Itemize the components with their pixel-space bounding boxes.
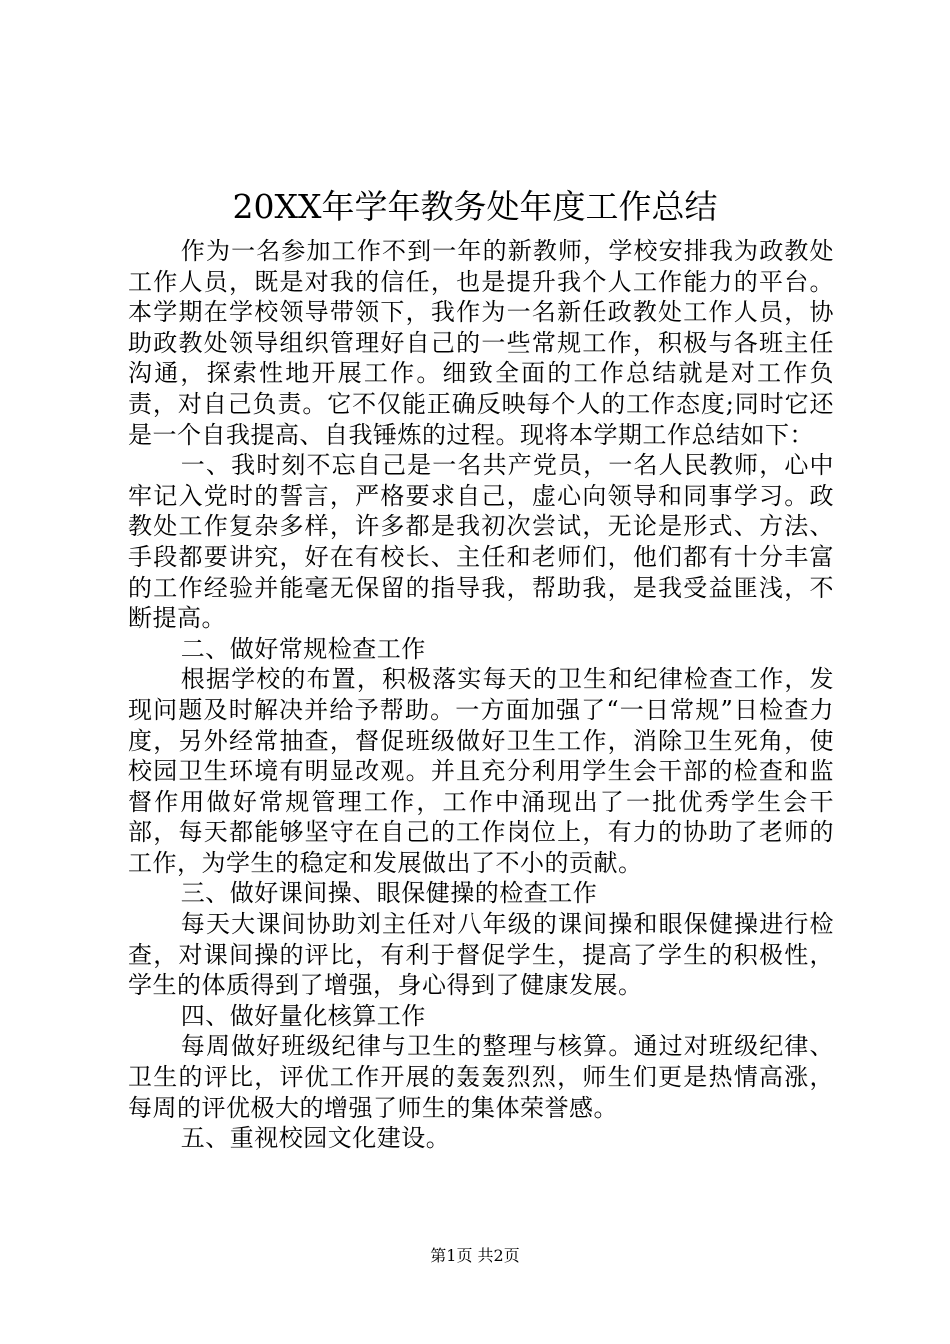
heading-section-4: 四、做好量化核算工作 bbox=[180, 1001, 426, 1030]
paragraph-section-3: 每天大课间协助刘主任对八年级的课间操和眼保健操进行检查，对课间操的评比，有利于督促学生，提高了学生的积极性，学生的体质得到了增强，身心得到了健康发展。 bbox=[128, 910, 834, 1000]
document-body bbox=[128, 236, 834, 1154]
page-number-footer: 第1页 共2页 bbox=[430, 1246, 520, 1265]
heading-section-2: 二、做好常规检查工作 bbox=[180, 634, 426, 663]
paragraph-intro: 作为一名参加工作不到一年的新教师，学校安排我为政教处工作人员，既是对我的信任，也是提升我个人工作能力的平台。本学期在学校领导带领下，我作为一名新任政教处工作人员，协助政教处领导组织管理好自己的一些常规工作，积极与各班主任沟通，探索性地开展工作。细致全面的工作总结就是对工作负责，对自己负责。它不仅能正确反映每个人的工作态度;同时它还是一个自我提高、自我锤炼的过程。现将本学期工作总结如下： bbox=[128, 237, 834, 449]
paragraph-section-2: 根据学校的布置，积极落实每天的卫生和纪律检查工作，发现问题及时解决并给予帮助。一方面加强了“一日常规”日检查力度，另外经常抽查，督促班级做好卫生工作，消除卫生死角，使校园卫生环境有明显改观。并且充分利用学生会干部的检查和监督作用做好常规管理工作，工作中涌现出了一批优秀学生会干部，每天都能够坚守在自己的工作岗位上，有力的协助了老师的工作，为学生的稳定和发展做出了不小的贡献。 bbox=[128, 665, 834, 877]
document-title: 20XX年学年教务处年度工作总结 bbox=[232, 187, 718, 226]
heading-section-5: 五、重视校园文化建设。 bbox=[180, 1124, 451, 1153]
paragraph-section-1: 一、我时刻不忘自己是一名共产党员，一名人民教师，心中牢记入党时的誓言，严格要求自己，虚心向领导和同事学习。政教处工作复杂多样，许多都是我初次尝试，无论是形式、方法、手段都要讲究，好在有校长、主任和老师们，他们都有十分丰富的工作经验并能毫无保留的指导我，帮助我，是我受益匪浅，不断提高。 bbox=[128, 451, 834, 633]
heading-section-3: 三、做好课间操、眼保健操的检查工作 bbox=[180, 879, 598, 908]
paragraph-section-4: 每周做好班级纪律与卫生的整理与核算。通过对班级纪律、卫生的评比，评优工作开展的轰轰烈烈，师生们更是热情高涨，每周的评优极大的增强了师生的集体荣誉感。 bbox=[128, 1032, 834, 1122]
